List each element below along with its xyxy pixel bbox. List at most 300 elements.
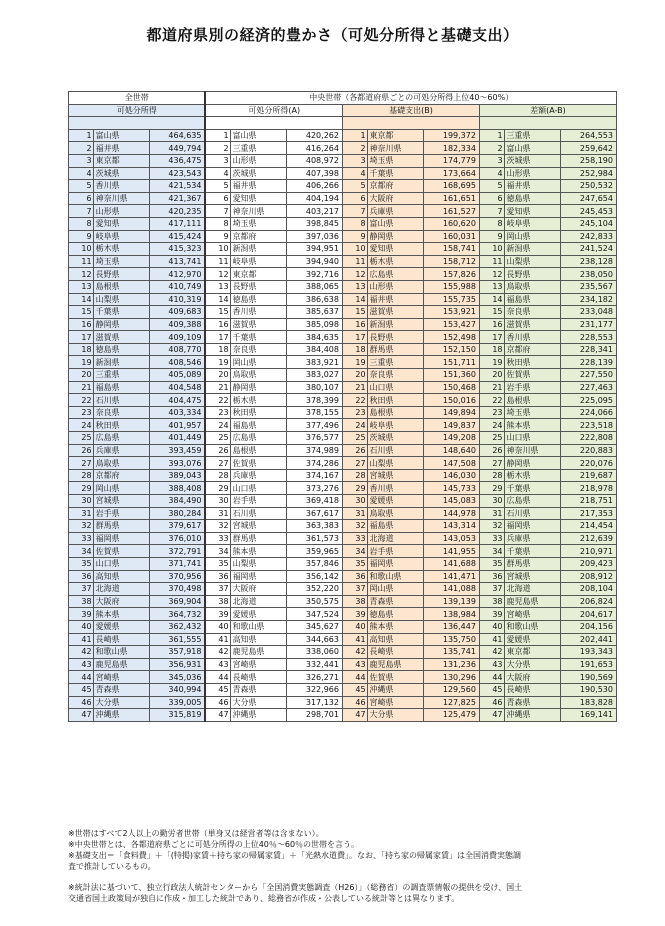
value-cell: 332,441	[286, 658, 342, 671]
prefecture-cell: 宮崎県	[504, 608, 560, 621]
rank-cell: 35	[342, 557, 367, 570]
value-cell: 409,388	[149, 318, 205, 331]
rank-cell: 24	[479, 419, 504, 432]
prefecture-cell: 岡山県	[230, 356, 286, 369]
value-cell: 228,341	[560, 343, 616, 356]
value-cell: 228,139	[560, 356, 616, 369]
rank-cell: 29	[205, 482, 230, 495]
prefecture-cell: 長崎県	[93, 633, 149, 646]
rank-cell: 20	[342, 369, 367, 382]
prefecture-cell: 大阪府	[230, 583, 286, 596]
header-row-columns	[69, 104, 617, 117]
prefecture-cell: 京都府	[367, 180, 423, 193]
prefecture-cell: 長野県	[93, 268, 149, 281]
value-cell: 393,459	[149, 444, 205, 457]
rank-cell: 21	[69, 381, 94, 394]
value-cell: 364,732	[149, 608, 205, 621]
rank-cell: 28	[479, 469, 504, 482]
rank-cell: 41	[69, 633, 94, 646]
value-cell: 415,323	[149, 243, 205, 256]
prefecture-cell: 京都府	[230, 230, 286, 243]
value-cell: 217,353	[560, 507, 616, 520]
value-cell: 135,741	[423, 646, 479, 659]
rank-cell: 28	[342, 469, 367, 482]
rank-cell: 41	[205, 633, 230, 646]
prefecture-cell: 沖縄県	[367, 683, 423, 696]
prefecture-cell: 鹿児島県	[504, 595, 560, 608]
header-all-households: 全世帯	[69, 92, 206, 105]
table-row	[69, 709, 617, 722]
header-expense: 基礎支出(B)	[342, 104, 479, 117]
prefecture-cell: 香川県	[367, 482, 423, 495]
value-cell: 220,076	[560, 457, 616, 470]
rank-cell: 23	[205, 406, 230, 419]
value-cell: 149,208	[423, 432, 479, 445]
rank-cell: 40	[479, 620, 504, 633]
rank-cell: 31	[479, 507, 504, 520]
rank-cell: 47	[205, 709, 230, 722]
table-row	[69, 683, 617, 696]
value-cell: 352,220	[286, 583, 342, 596]
value-cell: 315,819	[149, 709, 205, 722]
prefecture-cell: 北海道	[230, 595, 286, 608]
rank-cell: 21	[205, 381, 230, 394]
value-cell: 421,534	[149, 180, 205, 193]
value-cell: 218,978	[560, 482, 616, 495]
prefecture-cell: 徳島県	[93, 343, 149, 356]
value-cell: 174,779	[423, 154, 479, 167]
prefecture-cell: 島根県	[93, 280, 149, 293]
rank-cell: 37	[69, 583, 94, 596]
rank-cell: 5	[479, 180, 504, 193]
prefecture-cell: 広島県	[367, 268, 423, 281]
rank-cell: 13	[479, 280, 504, 293]
prefecture-cell: 岩手県	[93, 507, 149, 520]
prefecture-cell: 宮城県	[504, 570, 560, 583]
prefecture-cell: 長野県	[504, 268, 560, 281]
value-cell: 449,794	[149, 142, 205, 155]
value-cell: 222,808	[560, 432, 616, 445]
value-cell: 384,490	[149, 495, 205, 508]
rank-cell: 23	[342, 406, 367, 419]
value-cell: 199,372	[423, 129, 479, 142]
page-title: 都道府県別の経済的豊かさ（可処分所得と基礎支出）	[146, 26, 519, 44]
table-row	[69, 658, 617, 671]
value-cell: 149,894	[423, 406, 479, 419]
rank-cell: 40	[342, 620, 367, 633]
prefecture-cell: 福井県	[93, 142, 149, 155]
table-row	[69, 180, 617, 193]
rank-cell: 33	[479, 532, 504, 545]
rank-cell: 1	[342, 129, 367, 142]
prefecture-cell: 奈良県	[367, 369, 423, 382]
value-cell: 410,749	[149, 280, 205, 293]
value-cell: 136,447	[423, 620, 479, 633]
rank-cell: 43	[479, 658, 504, 671]
prefecture-cell: 東京都	[504, 646, 560, 659]
rank-cell: 5	[342, 180, 367, 193]
value-cell: 385,637	[286, 306, 342, 319]
table-row	[69, 620, 617, 633]
value-cell: 410,319	[149, 293, 205, 306]
table-row	[69, 457, 617, 470]
rank-cell: 14	[479, 293, 504, 306]
value-cell: 408,770	[149, 343, 205, 356]
rank-cell: 22	[205, 394, 230, 407]
prefecture-cell: 秋田県	[504, 356, 560, 369]
prefecture-cell: 大阪府	[93, 595, 149, 608]
value-cell: 345,036	[149, 671, 205, 684]
rank-cell: 21	[342, 381, 367, 394]
prefecture-cell: 宮崎県	[367, 696, 423, 709]
table-row	[69, 545, 617, 558]
value-cell: 153,921	[423, 306, 479, 319]
rank-cell: 3	[69, 154, 94, 167]
rank-cell: 23	[69, 406, 94, 419]
rank-cell: 19	[69, 356, 94, 369]
value-cell: 129,560	[423, 683, 479, 696]
value-cell: 190,569	[560, 671, 616, 684]
rank-cell: 6	[205, 192, 230, 205]
rank-cell: 36	[479, 570, 504, 583]
header-diff: 差額(A-B)	[479, 104, 616, 117]
value-cell: 152,498	[423, 331, 479, 344]
prefecture-cell: 岐阜県	[93, 230, 149, 243]
value-cell: 247,654	[560, 192, 616, 205]
table-row	[69, 495, 617, 508]
value-cell: 138,984	[423, 608, 479, 621]
prefecture-cell: 新潟県	[93, 356, 149, 369]
prefecture-cell: 岩手県	[367, 545, 423, 558]
prefecture-cell: 三重県	[367, 356, 423, 369]
value-cell: 420,235	[149, 205, 205, 218]
prefecture-cell: 佐賀県	[93, 545, 149, 558]
rank-cell: 41	[479, 633, 504, 646]
value-cell: 152,150	[423, 343, 479, 356]
rank-cell: 45	[479, 683, 504, 696]
value-cell: 238,128	[560, 255, 616, 268]
prefecture-cell: 鳥取県	[93, 457, 149, 470]
prefecture-cell: 奈良県	[93, 406, 149, 419]
prefecture-cell: 兵庫県	[230, 469, 286, 482]
rank-cell: 25	[205, 432, 230, 445]
value-cell: 150,016	[423, 394, 479, 407]
table-row	[69, 633, 617, 646]
rank-cell: 3	[479, 154, 504, 167]
value-cell: 145,733	[423, 482, 479, 495]
prefecture-cell: 茨城県	[93, 167, 149, 180]
value-cell: 173,664	[423, 167, 479, 180]
rank-cell: 47	[479, 709, 504, 722]
value-cell: 160,031	[423, 230, 479, 243]
prefecture-cell: 岐阜県	[230, 255, 286, 268]
header-income: 可処分所得(A)	[205, 104, 342, 117]
table-row	[69, 255, 617, 268]
prefecture-cell: 大阪府	[504, 671, 560, 684]
table-row	[69, 507, 617, 520]
rank-cell: 14	[69, 293, 94, 306]
value-cell: 345,627	[286, 620, 342, 633]
rank-cell: 13	[342, 280, 367, 293]
rank-cell: 17	[342, 331, 367, 344]
table-row	[69, 167, 617, 180]
prefecture-cell: 高知県	[93, 570, 149, 583]
prefecture-cell: 北海道	[367, 532, 423, 545]
value-cell: 326,271	[286, 671, 342, 684]
prefecture-cell: 大分県	[504, 658, 560, 671]
rank-cell: 12	[342, 268, 367, 281]
prefecture-cell: 長崎県	[230, 671, 286, 684]
prefecture-cell: 長崎県	[367, 646, 423, 659]
value-cell: 158,741	[423, 243, 479, 256]
value-cell: 380,284	[149, 507, 205, 520]
table-row	[69, 205, 617, 218]
rank-cell: 28	[205, 469, 230, 482]
rank-cell: 7	[342, 205, 367, 218]
prefecture-cell: 北海道	[504, 583, 560, 596]
value-cell: 150,468	[423, 381, 479, 394]
value-cell: 350,575	[286, 595, 342, 608]
rank-cell: 37	[342, 583, 367, 596]
prefecture-cell: 滋賀県	[504, 318, 560, 331]
prefecture-cell: 東京都	[367, 129, 423, 142]
rank-cell: 3	[205, 154, 230, 167]
prefecture-cell: 三重県	[504, 129, 560, 142]
rank-cell: 38	[69, 595, 94, 608]
value-cell: 141,088	[423, 583, 479, 596]
rank-cell: 6	[479, 192, 504, 205]
prefecture-cell: 熊本県	[367, 620, 423, 633]
value-cell: 378,155	[286, 406, 342, 419]
rank-cell: 26	[479, 444, 504, 457]
prefecture-cell: 滋賀県	[230, 318, 286, 331]
prefecture-cell: 和歌山県	[504, 620, 560, 633]
prefecture-cell: 京都府	[504, 343, 560, 356]
header-middle-households: 中央世帯（各都道府県ごとの可処分所得上位40～60%）	[205, 92, 616, 105]
rank-cell: 30	[69, 495, 94, 508]
rank-cell: 16	[69, 318, 94, 331]
table-row	[69, 419, 617, 432]
prefecture-cell: 三重県	[230, 142, 286, 155]
rank-cell: 7	[479, 205, 504, 218]
value-cell: 344,663	[286, 633, 342, 646]
prefecture-cell: 宮城県	[230, 520, 286, 533]
prefecture-cell: 宮崎県	[93, 671, 149, 684]
prefecture-cell: 和歌山県	[230, 620, 286, 633]
table-row	[69, 369, 617, 382]
prefecture-cell: 香川県	[504, 331, 560, 344]
rank-cell: 44	[69, 671, 94, 684]
rank-cell: 8	[342, 217, 367, 230]
rank-cell: 40	[205, 620, 230, 633]
prefecture-cell: 沖縄県	[93, 709, 149, 722]
prefecture-cell: 長野県	[230, 280, 286, 293]
rank-cell: 26	[205, 444, 230, 457]
value-cell: 406,266	[286, 180, 342, 193]
prefecture-cell: 島根県	[367, 406, 423, 419]
rank-cell: 24	[69, 419, 94, 432]
prefecture-cell: 福岡県	[93, 532, 149, 545]
rank-cell: 24	[205, 419, 230, 432]
prefecture-cell: 千葉県	[504, 545, 560, 558]
value-cell: 376,010	[149, 532, 205, 545]
prefecture-cell: 鹿児島県	[367, 658, 423, 671]
value-cell: 369,904	[149, 595, 205, 608]
value-cell: 233,048	[560, 306, 616, 319]
prefecture-cell: 秋田県	[93, 419, 149, 432]
rank-cell: 46	[342, 696, 367, 709]
rank-cell: 32	[479, 520, 504, 533]
rank-cell: 42	[342, 646, 367, 659]
rank-cell: 15	[342, 306, 367, 319]
prefecture-cell: 千葉県	[93, 306, 149, 319]
table-row	[69, 646, 617, 659]
rank-cell: 9	[342, 230, 367, 243]
rank-cell: 7	[205, 205, 230, 218]
prefecture-cell: 香川県	[93, 180, 149, 193]
prefecture-cell: 宮城県	[93, 495, 149, 508]
rank-cell: 12	[69, 268, 94, 281]
value-cell: 218,751	[560, 495, 616, 508]
rank-cell: 18	[69, 343, 94, 356]
prefecture-cell: 岐阜県	[367, 419, 423, 432]
header-all-income: 可処分所得	[69, 104, 206, 117]
rank-cell: 6	[342, 192, 367, 205]
table-row	[69, 482, 617, 495]
value-cell: 147,508	[423, 457, 479, 470]
rank-cell: 4	[69, 167, 94, 180]
prefecture-cell: 神奈川県	[367, 142, 423, 155]
value-cell: 380,107	[286, 381, 342, 394]
value-cell: 322,966	[286, 683, 342, 696]
prefecture-cell: 秋田県	[367, 394, 423, 407]
prefecture-cell: 山梨県	[367, 457, 423, 470]
value-cell: 386,638	[286, 293, 342, 306]
value-cell: 259,642	[560, 142, 616, 155]
value-cell: 383,921	[286, 356, 342, 369]
prefecture-cell: 新潟県	[230, 243, 286, 256]
value-cell: 394,940	[286, 255, 342, 268]
rank-cell: 36	[205, 570, 230, 583]
value-cell: 423,543	[149, 167, 205, 180]
prefecture-cell: 静岡県	[230, 381, 286, 394]
value-cell: 421,367	[149, 192, 205, 205]
prefecture-cell: 茨城県	[504, 154, 560, 167]
prefecture-cell: 徳島県	[504, 192, 560, 205]
prefecture-cell: 神奈川県	[230, 205, 286, 218]
value-cell: 141,688	[423, 557, 479, 570]
prefecture-cell: 山梨県	[504, 255, 560, 268]
value-cell: 417,111	[149, 217, 205, 230]
table-row	[69, 343, 617, 356]
table-row	[69, 444, 617, 457]
value-cell: 403,217	[286, 205, 342, 218]
value-cell: 415,424	[149, 230, 205, 243]
rank-cell: 26	[69, 444, 94, 457]
value-cell: 404,548	[149, 381, 205, 394]
prefecture-cell: 富山県	[367, 217, 423, 230]
value-cell: 409,109	[149, 331, 205, 344]
prefecture-cell: 静岡県	[93, 318, 149, 331]
prefecture-cell: 栃木県	[504, 469, 560, 482]
rank-cell: 39	[479, 608, 504, 621]
rank-cell: 23	[479, 406, 504, 419]
rank-cell: 31	[205, 507, 230, 520]
prefecture-cell: 兵庫県	[504, 532, 560, 545]
value-cell: 362,432	[149, 620, 205, 633]
rank-cell: 19	[479, 356, 504, 369]
prefecture-cell: 福井県	[230, 180, 286, 193]
table-row	[69, 432, 617, 445]
rank-cell: 12	[205, 268, 230, 281]
rank-cell: 27	[205, 457, 230, 470]
prefecture-cell: 島根県	[230, 444, 286, 457]
prefecture-cell: 静岡県	[504, 457, 560, 470]
rank-cell: 47	[342, 709, 367, 722]
rank-cell: 20	[479, 369, 504, 382]
value-cell: 151,711	[423, 356, 479, 369]
value-cell: 241,524	[560, 243, 616, 256]
prefecture-cell: 沖縄県	[230, 709, 286, 722]
table-row	[69, 696, 617, 709]
prefecture-cell: 福島県	[367, 520, 423, 533]
value-cell: 193,343	[560, 646, 616, 659]
prefecture-cell: 香川県	[230, 306, 286, 319]
value-cell: 397,036	[286, 230, 342, 243]
value-cell: 401,449	[149, 432, 205, 445]
prefecture-cell: 青森県	[367, 595, 423, 608]
prefecture-cell: 埼玉県	[504, 406, 560, 419]
value-cell: 158,712	[423, 255, 479, 268]
rank-cell: 25	[69, 432, 94, 445]
value-cell: 209,423	[560, 557, 616, 570]
rank-cell: 14	[205, 293, 230, 306]
value-cell: 190,530	[560, 683, 616, 696]
value-cell: 377,496	[286, 419, 342, 432]
rank-cell: 34	[342, 545, 367, 558]
value-cell: 161,651	[423, 192, 479, 205]
rank-cell: 11	[69, 255, 94, 268]
value-cell: 370,498	[149, 583, 205, 596]
prefecture-cell: 石川県	[367, 444, 423, 457]
prefecture-cell: 宮城県	[367, 469, 423, 482]
value-cell: 356,142	[286, 570, 342, 583]
rank-cell: 39	[205, 608, 230, 621]
prefecture-cell: 長野県	[367, 331, 423, 344]
prefecture-cell: 岡山県	[504, 230, 560, 243]
rank-cell: 4	[342, 167, 367, 180]
prefecture-cell: 茨城県	[230, 167, 286, 180]
value-cell: 359,965	[286, 545, 342, 558]
value-cell: 135,750	[423, 633, 479, 646]
rank-cell: 27	[342, 457, 367, 470]
rank-cell: 32	[342, 520, 367, 533]
rank-cell: 12	[479, 268, 504, 281]
value-cell: 169,141	[560, 709, 616, 722]
prefecture-cell: 群馬県	[93, 520, 149, 533]
rank-cell: 8	[205, 217, 230, 230]
rank-cell: 42	[69, 646, 94, 659]
value-cell: 208,912	[560, 570, 616, 583]
value-cell: 160,620	[423, 217, 479, 230]
rank-cell: 10	[205, 243, 230, 256]
table-row	[69, 570, 617, 583]
value-cell: 403,334	[149, 406, 205, 419]
value-cell: 130,296	[423, 671, 479, 684]
footnote-line: ※統計法に基づいて、独立行政法人統計センターから「全国消費実態調査（H26）」（総務省）の調査票情報の提供を受け、国土	[68, 883, 523, 892]
prefecture-cell: 福岡県	[367, 557, 423, 570]
rank-cell: 22	[479, 394, 504, 407]
